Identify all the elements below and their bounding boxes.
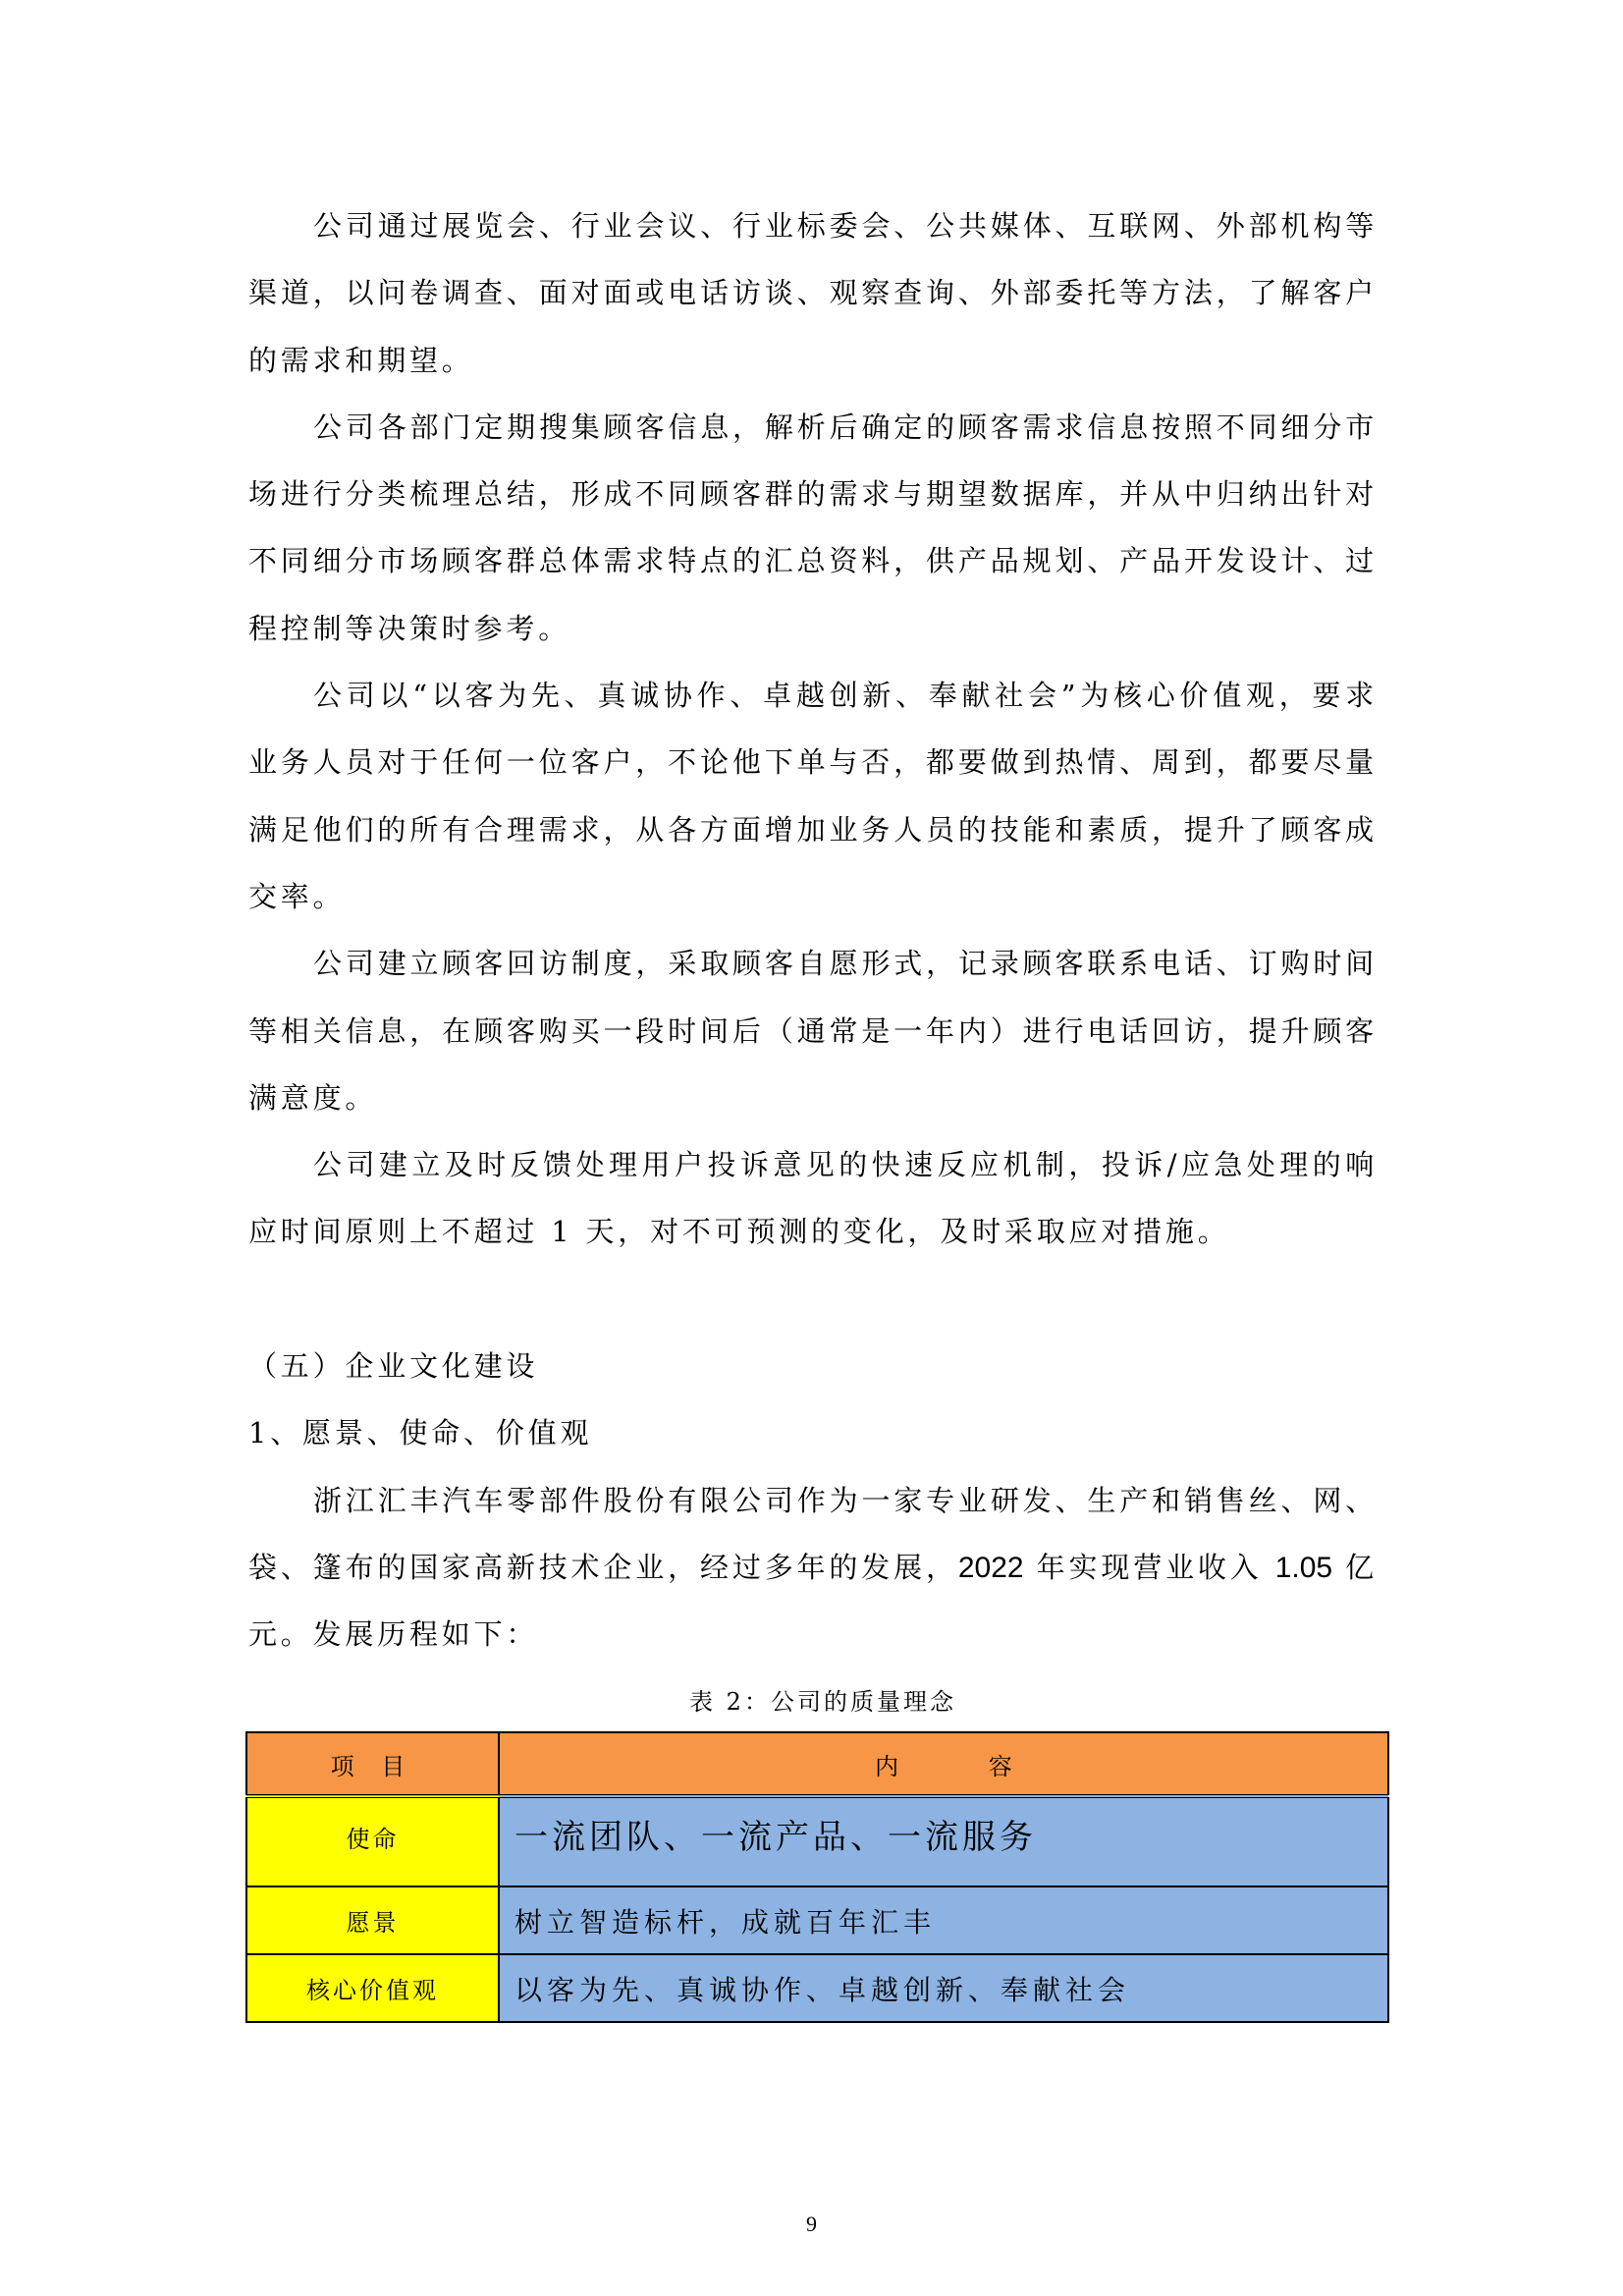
paragraph-2-line-3: 不同细分市场顾客群总体需求特点的汇总资料，供产品规划、产品开发设计、过 xyxy=(248,544,1378,578)
paragraph-2-line-1: 公司各部门定期搜集顾客信息，解析后确定的顾客需求信息按照不同细分市 xyxy=(313,410,1378,444)
intro-line-2-text-c: 亿 xyxy=(1332,1550,1378,1584)
section-heading: （五）企业文化建设 xyxy=(248,1349,539,1384)
paragraph-3-line-2: 业务人员对于任何一位客户，不论他下单与否，都要做到热情、周到，都要尽量 xyxy=(248,745,1378,780)
blank-line xyxy=(248,1266,1378,1333)
intro-line-2-text-b: 年实现营业收入 xyxy=(1023,1550,1275,1584)
header-cell-content xyxy=(499,1732,1388,1796)
table-row xyxy=(246,1886,1388,1954)
row-label-vision: 愿景 xyxy=(246,1886,499,1954)
header-item-label: 项 目 xyxy=(330,1752,415,1780)
table-row xyxy=(246,1796,1388,1886)
table-caption: 表 2：公司的质量理念 xyxy=(689,1687,956,1716)
paragraph-3-line-4: 交率。 xyxy=(248,879,346,913)
paragraph-4-line-2: 等相关信息，在顾客购买一段时间后（通常是一年内）进行电话回访，提升顾客 xyxy=(248,1013,1378,1048)
paragraph-5-line-1: 公司建立及时反馈处理用户投诉意见的快速反应机制，投诉/应急处理的响 xyxy=(313,1148,1378,1182)
paragraph-3-line-3: 满足他们的所有合理需求，从各方面增加业务人员的技能和素质，提升了顾客成 xyxy=(248,812,1378,847)
quality-philosophy-table xyxy=(245,1731,1389,2023)
paragraph-3-line-1: 公司以“以客为先、真诚协作、卓越创新、奉献社会”为核心价值观，要求 xyxy=(313,679,1378,713)
body-text xyxy=(248,192,1378,1735)
intro-line-2 xyxy=(248,1534,1378,1601)
paragraph-4-line-1: 公司建立顾客回访制度，采取顾客自愿形式，记录顾客联系电话、订购时间 xyxy=(313,947,1378,981)
row-label-core-values: 核心价值观 xyxy=(246,1954,499,2022)
row-content-core-values: 以客为先、真诚协作、卓越创新、奉献社会 xyxy=(499,1954,1388,2022)
table-header-row xyxy=(246,1732,1388,1796)
row-label-mission: 使命 xyxy=(246,1796,499,1886)
intro-line-2-text-a: 袋、篷布的国家高新技术企业，经过多年的发展， xyxy=(248,1550,958,1584)
header-content-label: 内 容 xyxy=(875,1752,1054,1780)
paragraph-2-line-2: 场进行分类梳理总结，形成不同顾客群的需求与期望数据库，并从中归纳出针对 xyxy=(248,477,1378,512)
row-content-mission: 一流团队、一流产品、一流服务 xyxy=(499,1796,1388,1886)
page-number: 9 xyxy=(806,2212,817,2236)
row-content-vision: 树立智造标杆，成就百年汇丰 xyxy=(499,1886,1388,1954)
intro-line-1: 浙江汇丰汽车零部件股份有限公司作为一家专业研发、生产和销售丝、网、 xyxy=(313,1483,1378,1517)
paragraph-1-line-3: 的需求和期望。 xyxy=(248,343,474,377)
paragraph-5-line-2: 应时间原则上不超过 1 天，对不可预测的变化，及时采取应对措施。 xyxy=(248,1215,1230,1249)
subsection-heading: 1、愿景、使命、价值观 xyxy=(248,1416,593,1450)
header-cell-item xyxy=(246,1732,499,1796)
revenue-amount: 1.05 xyxy=(1274,1551,1333,1584)
paragraph-1-line-1: 公司通过展览会、行业会议、行业标委会、公共媒体、互联网、外部机构等 xyxy=(313,209,1378,243)
paragraph-1-line-2: 渠道，以问卷调查、面对面或电话访谈、观察查询、外部委托等方法，了解客户 xyxy=(248,276,1378,310)
revenue-year: 2022 xyxy=(957,1551,1024,1584)
paragraph-2-line-4: 程控制等决策时参考。 xyxy=(248,611,571,645)
paragraph-4-line-3: 满意度。 xyxy=(248,1080,378,1115)
intro-line-3: 元。发展历程如下： xyxy=(248,1617,539,1652)
table-row xyxy=(246,1954,1388,2022)
